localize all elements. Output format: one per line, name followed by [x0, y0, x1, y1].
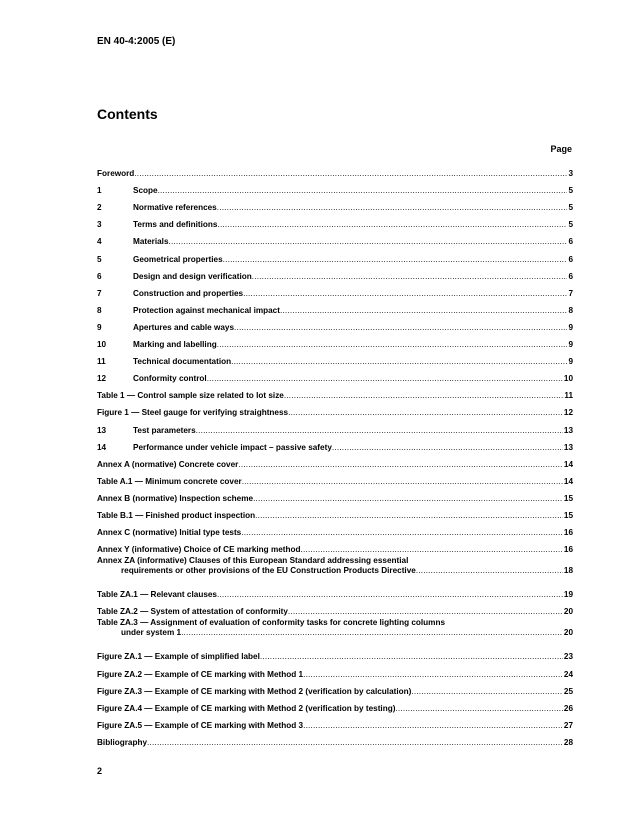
dot-leader — [181, 628, 563, 638]
toc-entry-title: Construction and properties — [133, 288, 244, 298]
toc-entry-title: Performance under vehicle impact – passive safety — [133, 442, 332, 452]
toc-entry-number: 7 — [97, 288, 102, 298]
toc-entry-title: Annex B (normative) Inspection scheme — [97, 493, 254, 503]
dot-leader — [217, 203, 568, 213]
dot-leader — [411, 687, 563, 697]
dot-leader — [231, 357, 567, 367]
toc-entry-number: 2 — [97, 203, 102, 213]
toc-entry-page: 13 — [563, 442, 573, 452]
toc-entry[interactable] — [97, 504, 573, 521]
toc-entry-page: 27 — [563, 720, 573, 730]
dot-leader — [253, 494, 563, 504]
dot-leader — [158, 186, 568, 196]
toc-entry-page: 20 — [563, 607, 573, 617]
toc-entry-title: Figure 1 — Steel gauge for verifying straightness — [97, 408, 289, 418]
toc-entry-title: Materials — [133, 237, 169, 247]
toc-entry[interactable] — [97, 333, 573, 350]
toc-entry-number: 10 — [97, 340, 107, 350]
page-number: 2 — [97, 766, 103, 776]
dot-leader — [288, 408, 563, 418]
toc-entry[interactable] — [97, 316, 573, 333]
toc-entry-page: 23 — [563, 652, 573, 662]
toc-entry-page: 15 — [563, 493, 573, 503]
toc-entry[interactable] — [97, 538, 573, 555]
dot-leader — [147, 738, 563, 748]
toc-entry-title: Geometrical properties — [133, 254, 223, 264]
toc-entry-title: Table ZA.1 — Relevant clauses — [97, 590, 217, 600]
toc-entry-title: Apertures and cable ways — [133, 322, 235, 332]
toc-entry-page: 24 — [563, 669, 573, 679]
toc-entry[interactable] — [97, 350, 573, 367]
toc-entry-title: Annex ZA (informative) Clauses of this European Standard addressing essential — [97, 556, 409, 566]
dot-leader — [255, 511, 563, 521]
toc-entry-title: Table ZA.2 — System of attestation of conformity — [97, 607, 288, 617]
toc-entry-number: 9 — [97, 322, 102, 332]
toc-entry-page: 26 — [563, 703, 573, 713]
page-title: Contents — [97, 106, 158, 122]
toc-entry-page: 10 — [563, 374, 573, 384]
toc-entry-page: 7 — [568, 288, 573, 298]
toc-entry-page: 25 — [563, 686, 573, 696]
toc-entry[interactable] — [97, 418, 573, 435]
toc-entry[interactable] — [97, 697, 573, 714]
toc-entry[interactable] — [97, 583, 573, 600]
toc-entry[interactable] — [97, 299, 573, 316]
toc-entry-number: 4 — [97, 237, 102, 247]
toc-entry-number: 3 — [97, 220, 102, 230]
dot-leader — [395, 704, 562, 714]
dot-leader — [288, 607, 563, 617]
toc-entry-title-continued: under system 1 — [121, 628, 182, 638]
toc-entry-page: 18 — [563, 566, 573, 576]
toc-entry-title: Figure ZA.1 — Example of simplified label — [97, 652, 260, 662]
dot-leader — [284, 391, 564, 401]
toc-entry[interactable] — [97, 282, 573, 299]
toc-entry-page: 9 — [568, 340, 573, 350]
toc-entry[interactable] — [97, 367, 573, 384]
toc-entry[interactable] — [97, 179, 573, 196]
toc-entry-title: Protection against mechanical impact — [133, 305, 280, 315]
toc-entry-title: Marking and labelling — [133, 340, 217, 350]
dot-leader — [241, 528, 563, 538]
toc-entry[interactable] — [97, 265, 573, 282]
toc-entry[interactable] — [97, 247, 573, 264]
dot-leader — [223, 255, 568, 265]
toc-entry-page: 5 — [568, 203, 573, 213]
toc-entry-title: Test parameters — [133, 425, 196, 435]
dot-leader — [243, 289, 567, 299]
toc-entry-title: Conformity control — [133, 374, 207, 384]
toc-entry[interactable] — [97, 196, 573, 213]
toc-entry[interactable] — [97, 680, 573, 697]
toc-entry-number: 6 — [97, 271, 102, 281]
dot-leader — [169, 237, 568, 247]
toc-entry-number: 12 — [97, 374, 107, 384]
toc-entry-title: Annex A (normative) Concrete cover — [97, 459, 239, 469]
dot-leader — [196, 426, 563, 436]
toc-entry-title: Bibliography — [97, 737, 148, 747]
toc-entry-title: Figure ZA.3 — Example of CE marking with Method 2 (verification by calculation) — [97, 686, 412, 696]
dot-leader — [134, 169, 567, 179]
table-of-contents — [97, 162, 573, 748]
dot-leader — [217, 340, 568, 350]
dot-leader — [301, 545, 563, 555]
toc-entry[interactable] — [97, 401, 573, 418]
toc-entry-page: 9 — [568, 357, 573, 367]
toc-entry[interactable] — [97, 436, 573, 453]
toc-entry-page: 6 — [568, 237, 573, 247]
toc-entry[interactable] — [97, 645, 573, 662]
dot-leader — [416, 566, 563, 576]
toc-entry-page: 13 — [563, 425, 573, 435]
toc-entry-page: 5 — [568, 186, 573, 196]
toc-entry-title: Design and design verification — [133, 271, 252, 281]
toc-entry[interactable] — [97, 555, 573, 583]
toc-entry-page: 16 — [563, 528, 573, 538]
toc-entry-title: Scope — [133, 186, 158, 196]
toc-entry-title: Normative references — [133, 203, 217, 213]
toc-entry-page: 6 — [568, 254, 573, 264]
toc-entry-title: Figure ZA.5 — Example of CE marking with Method 3 — [97, 720, 304, 730]
toc-entry-page: 5 — [568, 220, 573, 230]
toc-entry-title: Table A.1 — Minimum concrete cover — [97, 476, 242, 486]
dot-leader — [217, 590, 563, 600]
toc-entry-page: 6 — [568, 271, 573, 281]
toc-entry[interactable] — [97, 521, 573, 538]
toc-entry-title: Table 1 — Control sample size related to lot size — [97, 391, 284, 401]
toc-entry-title: Terms and definitions — [133, 220, 218, 230]
toc-entry[interactable] — [97, 487, 573, 504]
toc-entry-page: 28 — [563, 737, 573, 747]
toc-entry-page: 12 — [563, 408, 573, 418]
dot-leader — [303, 670, 563, 680]
toc-entry-page: 8 — [568, 305, 573, 315]
toc-entry[interactable] — [97, 662, 573, 679]
dot-leader — [234, 323, 567, 333]
toc-entry-title: Table ZA.3 — Assignment of evaluation of conformity tasks for concrete lighting columns — [97, 618, 446, 628]
toc-entry-number: 11 — [97, 357, 106, 367]
toc-entry-title: Table B.1 — Finished product inspection — [97, 510, 256, 520]
toc-entry-number: 13 — [97, 425, 107, 435]
toc-entry-number: 5 — [97, 254, 102, 264]
toc-entry-page: 19 — [563, 590, 573, 600]
toc-entry[interactable] — [97, 731, 573, 748]
toc-entry-title: Technical documentation — [133, 357, 232, 367]
toc-entry[interactable] — [97, 453, 573, 470]
dot-leader — [280, 306, 567, 316]
dot-leader — [217, 220, 567, 230]
toc-entry-number: 8 — [97, 305, 102, 315]
toc-entry-page: 3 — [568, 169, 573, 179]
toc-entry-page: 14 — [563, 476, 573, 486]
toc-entry[interactable] — [97, 714, 573, 731]
toc-entry-page: 9 — [568, 322, 573, 332]
dot-leader — [242, 477, 563, 487]
toc-entry-title: Figure ZA.2 — Example of CE marking with Method 1 — [97, 669, 304, 679]
toc-entry[interactable] — [97, 384, 573, 401]
toc-entry-title: Annex C (normative) Initial type tests — [97, 528, 242, 538]
toc-entry-page: 20 — [563, 628, 573, 638]
toc-entry-page: 11 — [564, 391, 573, 401]
dot-leader — [238, 460, 563, 470]
dot-leader — [252, 272, 568, 282]
toc-entry-title: Figure ZA.4 — Example of CE marking with Method 2 (verification by testing) — [97, 703, 396, 713]
toc-entry[interactable] — [97, 230, 573, 247]
toc-entry[interactable] — [97, 600, 573, 617]
dot-leader — [260, 652, 563, 662]
toc-entry[interactable] — [97, 213, 573, 230]
toc-entry-page: 14 — [563, 459, 573, 469]
toc-entry-number: 14 — [97, 442, 107, 452]
toc-entry-title: Foreword — [97, 169, 135, 179]
toc-entry[interactable] — [97, 162, 573, 179]
dot-leader — [207, 374, 563, 384]
dot-leader — [303, 721, 563, 731]
toc-entry-title-continued: requirements or other provisions of the EU Construction Products Directive — [121, 566, 416, 576]
toc-entry-page: 16 — [563, 545, 573, 555]
toc-entry-title: Annex Y (informative) Choice of CE marking method — [97, 545, 301, 555]
document-header: EN 40-4:2005 (E) — [97, 36, 176, 47]
toc-entry[interactable] — [97, 470, 573, 487]
toc-entry-page: 15 — [563, 510, 573, 520]
dot-leader — [332, 443, 563, 453]
toc-entry-number: 1 — [97, 186, 102, 196]
page-column-label: Page — [550, 144, 572, 154]
toc-entry[interactable] — [97, 617, 573, 645]
